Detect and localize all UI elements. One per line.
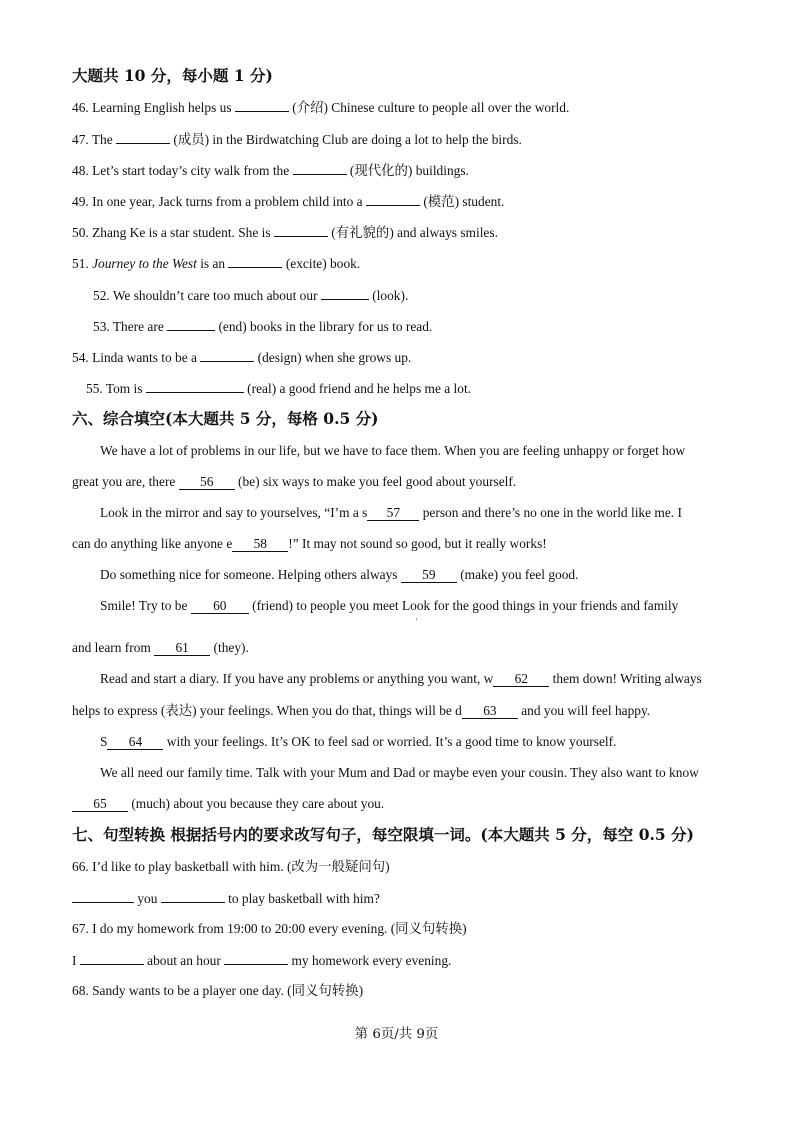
answer-66: you to play basketball with him? [72,889,380,908]
passage-line: We have a lot of problems in our life, but we have to face them. When you are feeling unhappy or forget how [100,443,686,458]
answer-67: I about an hour my homework every evening. [72,953,452,968]
section-6-heading: 六、综合填空(本大题共 5 分，每格 0.5 分) [72,409,379,428]
answer-blank[interactable] [274,223,328,237]
answer-blank[interactable] [200,348,254,362]
question-68: 68. Sandy wants to be a player one day. (同义句转换) [72,983,364,998]
section-heading-tail: 大题共 10 分，每小题 1 分) [72,66,273,85]
question-66: 66. I’d like to play basketball with him. (改为一般疑问句) [72,859,390,874]
question-46: 46. Learning English helps us (介绍) Chinese culture to people all over the world. [72,100,570,115]
passage-line: and learn from 61 (they). [72,640,249,655]
blank-57[interactable]: 57 [367,506,419,521]
stray-mark: ' [416,617,418,626]
blank-62[interactable]: 62 [493,672,549,687]
answer-blank[interactable] [321,286,369,300]
question-51: 51. Journey to the West is an (excite) book. [72,256,361,271]
question-52: 52. We shouldn’t care too much about our (look). [93,288,409,303]
blank-58[interactable]: 58 [232,537,288,552]
passage-line: Do something nice for someone. Helping others always 59 (make) you feel good. [100,567,579,582]
passage-line: S 64 with your feelings. It’s OK to feel sad or worried. It’s a good time to know yourself. [100,734,617,749]
page-footer: 第 6页/共 9页 [354,1027,439,1042]
answer-blank[interactable] [224,951,288,965]
passage-line: can do anything like anyone e 58 !” It may not sound so good, but it really works! [72,536,547,551]
answer-blank[interactable] [228,254,282,268]
book-title: Journey to the West [92,256,197,271]
question-55: 55. Tom is (real) a good friend and he helps me a lot. [86,381,472,396]
blank-65[interactable]: 65 [72,797,128,812]
blank-56[interactable]: 56 [179,475,235,490]
answer-blank[interactable] [293,161,347,175]
question-48: 48. Let’s start today’s city walk from the (现代化的) buildings. [72,163,469,178]
passage-line: Smile! Try to be 60 (friend) to people you meet Look for the good things in your friends and family [100,598,679,613]
answer-blank[interactable] [72,889,134,903]
passage-line: great you are, there 56 (be) six ways to make you feel good about yourself. [72,474,517,489]
blank-63[interactable]: 63 [462,704,518,719]
passage-line: We all need our family time. Talk with your Mum and Dad or maybe even your cousin. They also want to know [100,765,699,780]
passage-line: Look in the mirror and say to yourselves, “I’m a s 57 person and there’s no one in the world like me. I [100,505,682,520]
answer-blank[interactable] [146,379,244,393]
blank-60[interactable]: 60 [191,599,249,614]
blank-59[interactable]: 59 [401,568,457,583]
passage-line: Read and start a diary. If you have any problems or anything you want, w 62 them down! Writing always [100,671,702,686]
answer-blank[interactable] [167,317,215,331]
blank-64[interactable]: 64 [107,735,163,750]
answer-blank[interactable] [235,98,289,112]
passage-line: helps to express (表达) your feelings. When you do that, things will be d 63 and you will feel happy. [72,703,651,718]
passage-line: 65 (much) about you because they care about you. [72,795,384,813]
question-54: 54. Linda wants to be a (design) when she grows up. [72,350,412,365]
blank-61[interactable]: 61 [154,641,210,656]
answer-blank[interactable] [80,951,144,965]
question-47: 47. The (成员) in the Birdwatching Club are doing a lot to help the birds. [72,132,522,147]
question-67: 67. I do my homework from 19:00 to 20:00 every evening. (同义句转换) [72,921,467,936]
answer-blank[interactable] [116,130,170,144]
answer-blank[interactable] [161,889,225,903]
question-49: 49. In one year, Jack turns from a problem child into a (模范) student. [72,194,505,209]
section-7-heading: 七、句型转换 根据括号内的要求改写句子，每空限填一词。(本大题共 5 分，每空 0.5 分) [72,825,694,844]
question-50: 50. Zhang Ke is a star student. She is (有礼貌的) and always smiles. [72,225,498,240]
answer-blank[interactable] [366,192,420,206]
question-53: 53. There are (end) books in the library for us to read. [93,319,433,334]
